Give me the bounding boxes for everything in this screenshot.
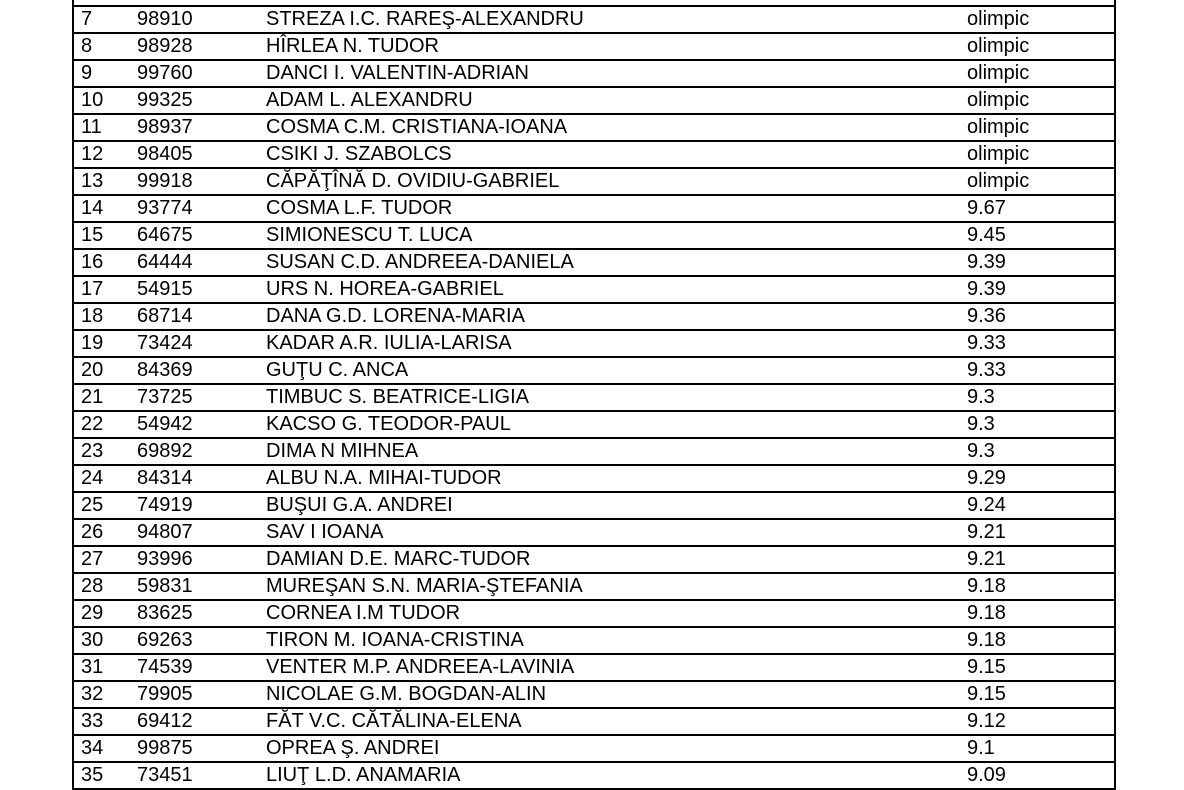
row-number: 29 [81,602,104,624]
row-number: 9 [81,62,93,84]
candidate-code: 94807 [137,521,193,543]
candidate-grade: 9.18 [967,575,1006,597]
table-row [74,88,1114,115]
table-row [74,628,1114,655]
candidate-name: NICOLAE G.M. BOGDAN-ALIN [266,683,547,705]
candidate-grade: olimpic [967,35,1030,57]
candidate-grade: 9.09 [967,764,1006,786]
candidate-code: 98937 [137,116,193,138]
candidate-name: KADAR A.R. IULIA-LARISA [266,332,512,354]
row-number: 23 [81,440,104,462]
candidate-grade: 9.67 [967,197,1006,219]
table-row [74,601,1114,628]
candidate-code: 99875 [137,737,193,759]
table-row [74,547,1114,574]
row-number: 31 [81,656,104,678]
candidate-name: TIRON M. IOANA-CRISTINA [266,629,524,651]
candidate-name: DANCI I. VALENTIN-ADRIAN [266,62,529,84]
candidate-grade: 9.15 [967,656,1006,678]
candidate-grade: 9.1 [967,737,995,759]
table-row [74,277,1114,304]
candidate-grade: olimpic [967,89,1030,111]
candidate-code: 73424 [137,332,193,354]
candidate-grade: 9.36 [967,305,1006,327]
candidate-name: URS N. HOREA-GABRIEL [266,278,504,300]
row-number: 28 [81,575,104,597]
table-row [74,709,1114,736]
candidate-code: 93774 [137,197,193,219]
candidate-name: LIUŢ L.D. ANAMARIA [266,764,461,786]
candidate-code: 99760 [137,62,193,84]
candidate-grade: olimpic [967,170,1030,192]
candidate-code: 74539 [137,656,193,678]
candidate-code: 69412 [137,710,193,732]
table-row [74,358,1114,385]
table-row [74,439,1114,466]
row-number: 11 [81,116,102,138]
row-number: 8 [81,35,93,57]
row-number: 33 [81,710,104,732]
table-row [74,412,1114,439]
table-row [74,142,1114,169]
table-row [74,115,1114,142]
candidate-code: 74919 [137,494,193,516]
candidate-grade: olimpic [967,116,1030,138]
candidate-code: 98910 [137,8,193,30]
table-row [74,61,1114,88]
candidate-grade: 9.18 [967,602,1006,624]
candidate-code: 69263 [137,629,193,651]
candidate-grade: 9.39 [967,278,1006,300]
table-row [74,196,1114,223]
candidate-name: CSIKI J. SZABOLCS [266,143,452,165]
candidate-grade: 9.18 [967,629,1006,651]
table-row [74,250,1114,277]
candidate-name: SIMIONESCU T. LUCA [266,224,473,246]
candidate-name: OPREA Ş. ANDREI [266,737,440,759]
candidate-name: KACSO G. TEODOR-PAUL [266,413,511,435]
row-number: 27 [81,548,104,570]
candidate-grade: 9.24 [967,494,1006,516]
row-number: 34 [81,737,104,759]
row-number: 12 [81,143,104,165]
candidate-code: 84314 [137,467,193,489]
candidate-code: 54942 [137,413,193,435]
table-row [74,331,1114,358]
table-row [74,493,1114,520]
row-number: 13 [81,170,104,192]
candidate-name: CORNEA I.M TUDOR [266,602,461,624]
table-row [74,466,1114,493]
candidate-name: DANA G.D. LORENA-MARIA [266,305,525,327]
candidate-name: STREZA I.C. RAREŞ-ALEXANDRU [266,8,584,30]
row-number: 25 [81,494,104,516]
row-number: 18 [81,305,104,327]
candidate-name: DAMIAN D.E. MARC-TUDOR [266,548,531,570]
candidate-code: 98405 [137,143,193,165]
candidate-grade: 9.21 [967,548,1006,570]
candidate-grade: 9.3 [967,413,995,435]
candidate-grade: 9.45 [967,224,1006,246]
row-number: 30 [81,629,104,651]
candidate-code: 69892 [137,440,193,462]
row-number: 19 [81,332,104,354]
candidate-grade: olimpic [967,8,1030,30]
candidate-code: 64444 [137,251,193,273]
table-row [74,520,1114,547]
candidate-code: 54915 [137,278,193,300]
candidate-grade: 9.3 [967,386,995,408]
candidate-name: MUREŞAN S.N. MARIA-ŞTEFANIA [266,575,583,597]
table-row [74,34,1114,61]
row-number: 17 [81,278,104,300]
candidate-name: BUŞUI G.A. ANDREI [266,494,453,516]
row-number: 22 [81,413,104,435]
candidate-grade: 9.12 [967,710,1006,732]
candidate-name: VENTER M.P. ANDREEA-LAVINIA [266,656,575,678]
table-row [74,763,1114,790]
table-row [74,169,1114,196]
table-row [74,574,1114,601]
row-number: 15 [81,224,104,246]
row-number: 10 [81,89,104,111]
candidate-name: HÎRLEA N. TUDOR [266,35,439,57]
candidate-grade: 9.39 [967,251,1006,273]
table-row [74,7,1114,34]
candidate-code: 99325 [137,89,193,111]
candidate-name: FĂT V.C. CĂTĂLINA-ELENA [266,710,522,732]
candidate-code: 84369 [137,359,193,381]
table-row [74,385,1114,412]
row-number: 20 [81,359,104,381]
candidate-grade: 9.29 [967,467,1006,489]
candidate-code: 98928 [137,35,193,57]
candidate-code: 73451 [137,764,193,786]
row-number: 21 [81,386,104,408]
table-row [74,223,1114,250]
candidate-code: 83625 [137,602,193,624]
table-row [74,304,1114,331]
row-number: 7 [81,8,93,30]
row-number: 26 [81,521,104,543]
candidate-name: DIMA N MIHNEA [266,440,419,462]
candidate-code: 59831 [137,575,193,597]
candidate-grade: 9.15 [967,683,1006,705]
candidate-code: 79905 [137,683,193,705]
row-number: 24 [81,467,104,489]
results-table [72,0,1116,790]
table-row [74,682,1114,709]
table-row [74,0,1114,7]
row-number: 14 [81,197,104,219]
candidate-name: ALBU N.A. MIHAI-TUDOR [266,467,502,489]
candidate-name: SAV I IOANA [266,521,384,543]
candidate-code: 73725 [137,386,193,408]
candidate-code: 64675 [137,224,193,246]
candidate-grade: olimpic [967,62,1030,84]
candidate-code: 68714 [137,305,193,327]
candidate-name: COSMA L.F. TUDOR [266,197,453,219]
candidate-name: CĂPĂŢÎNĂ D. OVIDIU-GABRIEL [266,170,560,192]
candidate-name: TIMBUC S. BEATRICE-LIGIA [266,386,529,408]
table-row [74,655,1114,682]
candidate-name: ADAM L. ALEXANDRU [266,89,473,111]
candidate-grade: 9.33 [967,332,1006,354]
candidate-code: 93996 [137,548,193,570]
candidate-grade: 9.33 [967,359,1006,381]
row-number: 35 [81,764,104,786]
table-row [74,736,1114,763]
candidate-grade: 9.3 [967,440,995,462]
candidate-name: COSMA C.M. CRISTIANA-IOANA [266,116,568,138]
candidate-code: 99918 [137,170,193,192]
candidate-name: GUŢU C. ANCA [266,359,409,381]
candidate-grade: 9.21 [967,521,1006,543]
row-number: 32 [81,683,104,705]
candidate-name: SUSAN C.D. ANDREEA-DANIELA [266,251,574,273]
row-number: 16 [81,251,104,273]
candidate-grade: olimpic [967,143,1030,165]
